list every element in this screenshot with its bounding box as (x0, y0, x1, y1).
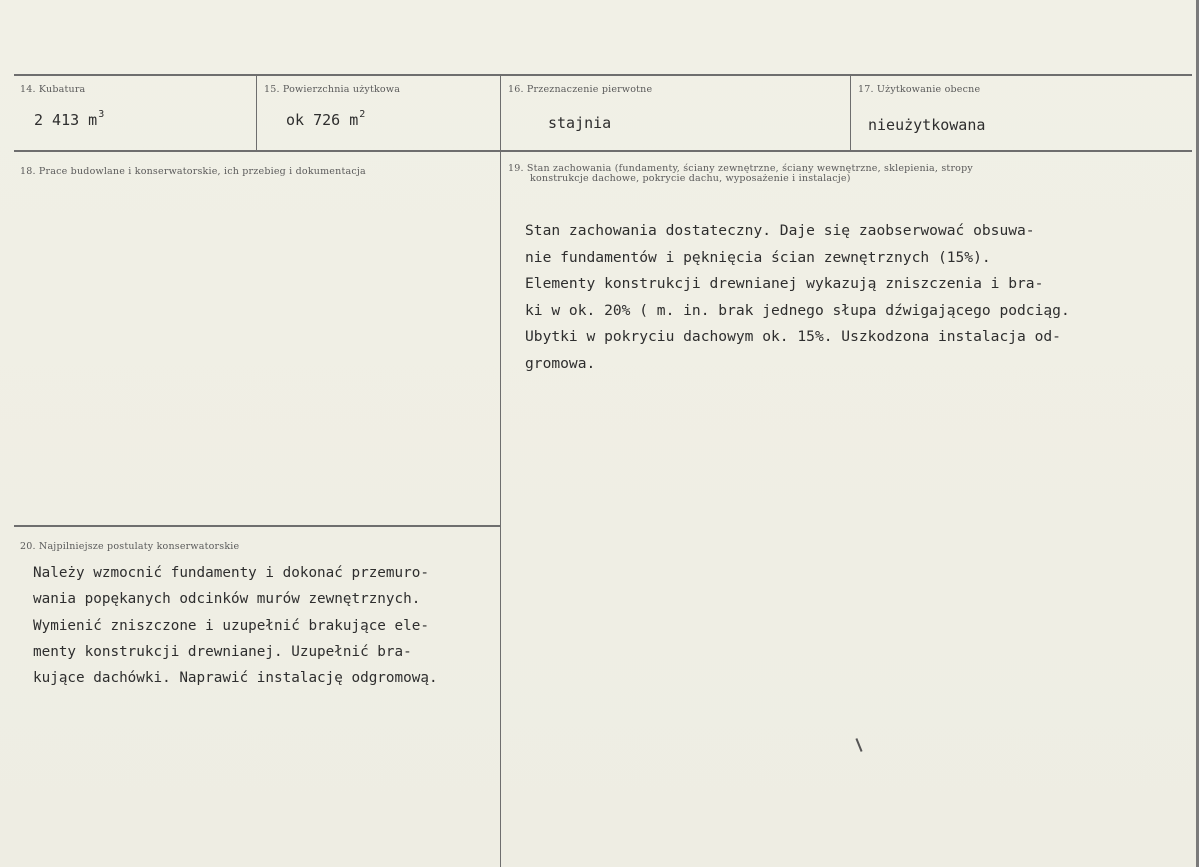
field-19-line: Ubytki w pokryciu dachowym ok. 15%. Uszkodzona instalacja od- (525, 328, 1061, 345)
top-rule (14, 74, 1192, 76)
section-20-rule (14, 525, 501, 527)
field-18-label: 18. Prace budowlane i konserwatorskie, ich przebieg i dokumentacja (20, 166, 366, 177)
field-20-line: menty konstrukcji drewnianej. Uzupełnić bra- (33, 643, 412, 660)
field-20-label: 20. Najpilniejsze postulaty konserwatorskie (20, 541, 240, 552)
field-15-label: 15. Powierzchnia użytkowa (264, 84, 401, 95)
field-20-line: kujące dachówki. Naprawić instalację odgromową. (33, 670, 438, 687)
field-20-line: Wymienić zniszczone i uzupełnić brakujące ele- (33, 617, 429, 634)
field-16-label: 16. Przeznaczenie pierwotne (508, 84, 653, 95)
field-19-text (525, 218, 1070, 377)
field-17-label: 17. Użytkowanie obecne (858, 84, 981, 95)
field-19-label (508, 163, 973, 184)
field-19-line: Stan zachowania dostateczny. Daje się zaobserwować obsuwa- (525, 222, 1035, 239)
area-exponent: 2 (359, 109, 366, 120)
field-19-line: Elementy konstrukcji drewnianej wykazują zniszczenia i bra- (525, 275, 1044, 292)
area-value: ok 726 m (286, 111, 359, 129)
pen-tick-mark (855, 738, 862, 752)
field-14-value (34, 111, 104, 129)
field-15-value (286, 111, 365, 129)
cubature-value: 2 413 m (34, 111, 98, 129)
field-19-label-line-1: 19. Stan zachowania (fundamenty, ściany zewnętrzne, ściany wewnętrzne, sklepienia, stropy (508, 163, 973, 174)
field-17-value: nieużytkowana (868, 116, 986, 134)
field-20-line: Należy wzmocnić fundamenty i dokonać przemuro- (33, 565, 429, 581)
field-16-value: stajnia (548, 114, 612, 132)
header-row-rule (14, 150, 1192, 152)
divider-16-17 (850, 75, 851, 151)
field-20-line: wania popękanych odcinków murów zewnętrznych. (33, 591, 421, 608)
cubature-exponent: 3 (98, 109, 105, 120)
field-19-line: gromowa. (525, 354, 596, 372)
field-19-line: ki w ok. 20% ( m. in. brak jednego słupa dźwigającego podciąg. (525, 301, 1070, 319)
field-19-label-line-2: konstrukcje dachowe, pokrycie dachu, wyposażenie i instalacje) (530, 173, 851, 184)
divider-15-16 (500, 75, 501, 867)
field-19-line: nie fundamentów i pęknięcia ścian zewnętrznych (15%). (525, 248, 991, 266)
field-20-text (33, 560, 438, 691)
field-14-label: 14. Kubatura (20, 84, 86, 95)
divider-14-15 (256, 75, 257, 151)
